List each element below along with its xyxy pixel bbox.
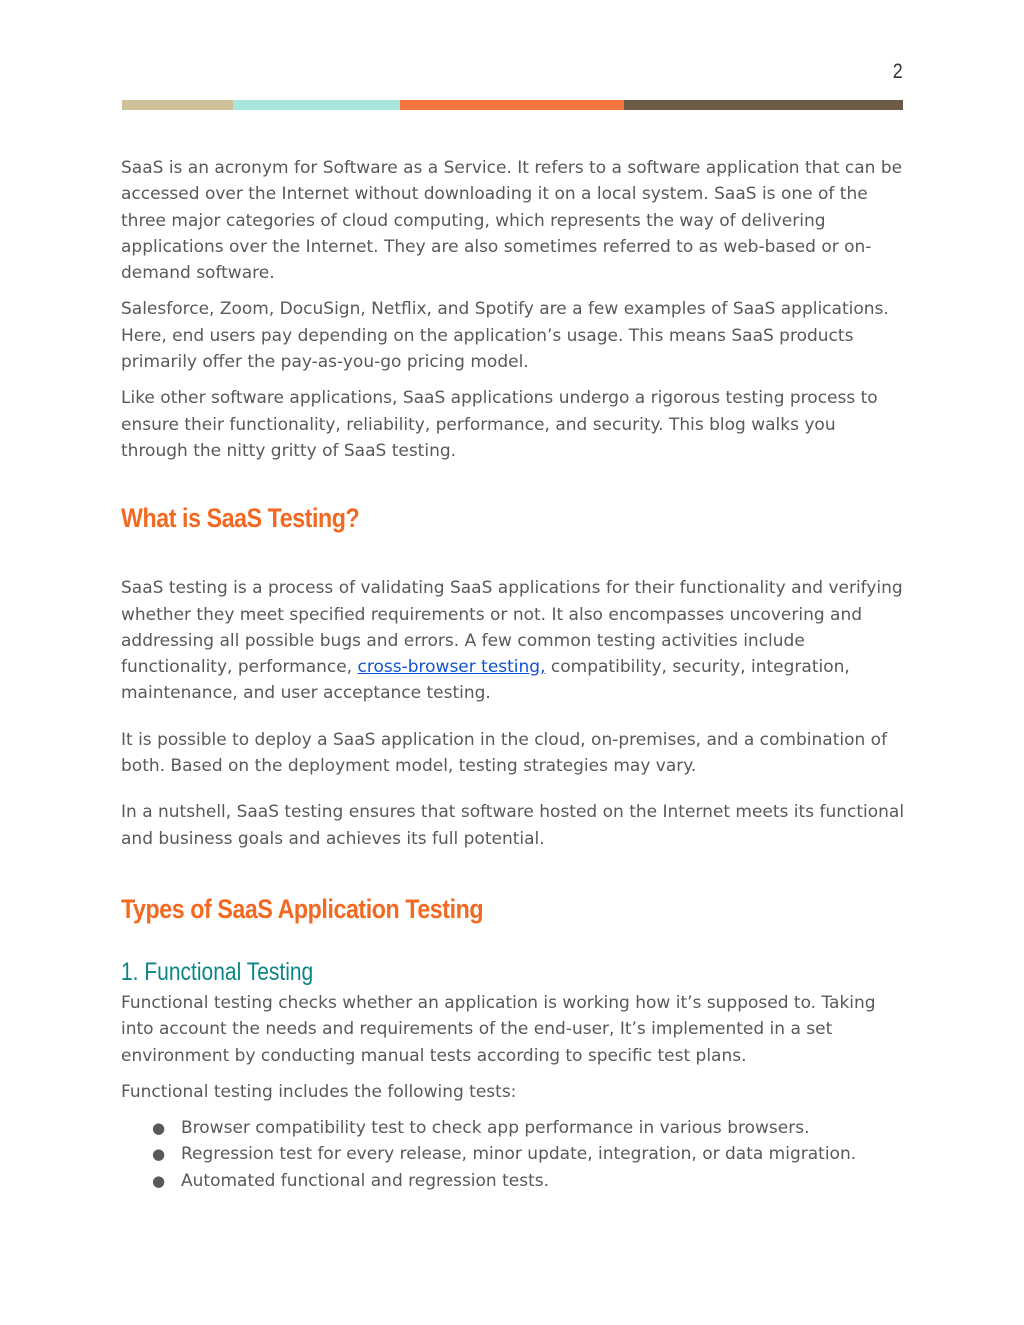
intro-paragraph-3: Like other software applications, SaaS applications undergo a rigorous testing process to ensure their functionality, reliability, performance, and security. This blog walks you through the nitty gritty of SaaS testing. [121,388,878,461]
document-body [121,155,906,1194]
list-item [121,1115,906,1141]
heading-what-is-saas-testing: What is SaaS Testing? [121,503,360,534]
list-item-text: Automated functional and regression tests. [181,1170,550,1191]
heading-types-of-saas-testing: Types of SaaS Application Testing [121,893,484,924]
what-paragraph-1 [121,575,906,706]
header-color-bar [122,100,903,110]
functional-paragraph-1: Functional testing checks whether an application is working how it’s supposed to. Taking into account the needs and requirements of the end-user, It’s implemented in a set environment by conducting manual tests according to specific test plans. [121,992,876,1066]
list-item [121,1141,906,1167]
list-item [121,1168,906,1194]
bullet-icon: ● [152,1171,166,1190]
color-bar-segment-aqua [233,100,400,110]
subheading-functional-testing: 1. Functional Testing [121,957,314,986]
functional-paragraph-2: Functional testing includes the following tests: [121,1081,517,1102]
color-bar-segment-brown [624,100,903,110]
what-paragraph-1-text-a: SaaS testing is a process of validating SaaS applications for their functionality and verifying whether they meet specified requirements or not. It also encompasses uncovering and addressing all possible bugs and errors. A few common testing activities include functionality, performance, [121,578,903,678]
what-paragraph-1-text-b: compatibility, security, integration, maintenance, and user acceptance testing. [121,657,850,704]
cross-browser-testing-link[interactable]: cross-browser testing, [357,657,546,678]
list-item-text: Regression test for every release, minor update, integration, or data migration. [181,1144,857,1165]
what-paragraph-2: It is possible to deploy a SaaS application in the cloud, on-premises, and a combination of both. Based on the deployment model, testing strategies may vary. [121,729,888,777]
functional-tests-list [121,1115,906,1194]
intro-paragraph-2: Salesforce, Zoom, DocuSign, Netflix, and Spotify are a few examples of SaaS applications. Here, end users pay depending on the application’s usage. This means SaaS products primarily offer the pay-as-you-go pricing model. [121,299,889,373]
color-bar-segment-orange [400,100,624,110]
what-paragraph-3: In a nutshell, SaaS testing ensures that software hosted on the Internet meets its functional and business goals and achieves its full potential. [121,802,905,849]
bullet-icon: ● [152,1145,166,1164]
intro-paragraph-1: SaaS is an acronym for Software as a Service. It refers to a software application that can be accessed over the Internet without downloading it on a local system. SaaS is one of the three major categories of cloud computing, which represents the way of delivering applications over the Internet. They are also sometimes referred to as web-based or on-demand software. [121,158,903,284]
color-bar-segment-tan [122,100,233,110]
page-number: 2 [893,60,903,83]
list-item-text: Browser compatibility test to check app performance in various browsers. [181,1118,810,1139]
bullet-icon: ● [152,1119,166,1138]
